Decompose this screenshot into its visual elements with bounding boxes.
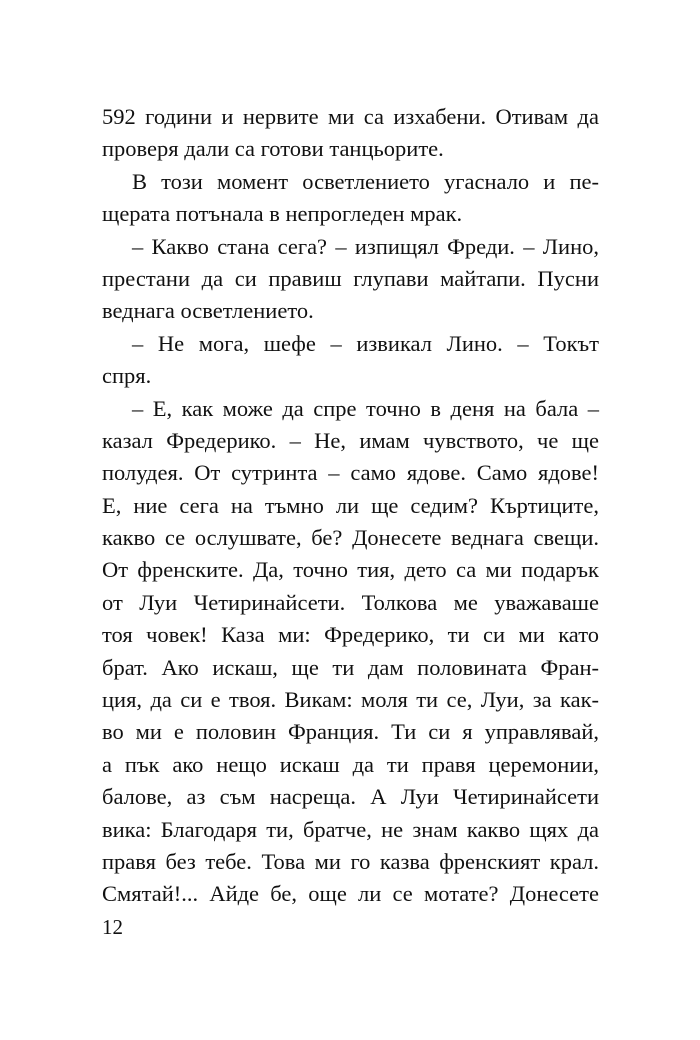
page-number: 12 bbox=[102, 915, 123, 939]
text-line: от Луи Четиринайсети. Толкова ме уважаваше bbox=[102, 589, 599, 615]
text-line: во ми е половин Франция. Ти си я управлявай, bbox=[102, 719, 599, 745]
text-line: а пък ако нещо искаш да ти правя церемонии, bbox=[102, 751, 599, 777]
text-line: спря. bbox=[102, 363, 152, 389]
text-line: престани да си правиш глупави майтапи. Пусни bbox=[102, 265, 599, 291]
text-line: – Какво стана сега? – изпищял Фреди. – Лино, bbox=[132, 233, 599, 259]
text-line: щерата потънала в непрогледен мрак. bbox=[102, 201, 463, 227]
text-line: – Е, как може да спре точно в деня на бала – bbox=[132, 395, 599, 421]
text-line: От френските. Да, точно тия, дето са ми подарък bbox=[102, 557, 599, 583]
text-line: ция, да си е твоя. Викам: моля ти се, Луи, за как- bbox=[102, 687, 599, 713]
text-line: брат. Ако искаш, ще ти дам половината Фран- bbox=[102, 654, 599, 680]
text-line: веднага осветлението. bbox=[102, 298, 314, 324]
text-line: Смятай!... Айде бе, още ли се мотате? Донесете bbox=[102, 881, 599, 907]
text-line: полудея. От сутринта – само ядове. Само ядове! bbox=[102, 460, 599, 486]
text-line: правя без тебе. Това ми го казва френският крал. bbox=[102, 848, 599, 874]
text-line: тоя човек! Каза ми: Фредерико, ти си ми като bbox=[102, 622, 599, 648]
text-line: Е, ние сега на тъмно ли ще седим? Къртиците, bbox=[102, 492, 599, 518]
text-line: 592 години и нервите ми са изхабени. Отивам да bbox=[102, 104, 599, 129]
text-line: вика: Благодаря ти, братче, не знам какво щях да bbox=[102, 816, 599, 842]
text-line: проверя дали са готови танцьорите. bbox=[102, 136, 444, 162]
text-line: какво се ослушвате, бе? Донесете веднага свещи. bbox=[102, 525, 599, 551]
body-text bbox=[102, 101, 599, 911]
text-line: казал Фредерико. – Не, имам чувството, че ще bbox=[102, 427, 599, 453]
text-line: – Не мога, шефе – извикал Лино. – Токът bbox=[132, 330, 599, 356]
text-line: В този момент осветлението угаснало и пе- bbox=[132, 168, 599, 194]
text-line: балове, аз съм насреща. А Луи Четиринайсети bbox=[102, 784, 599, 810]
